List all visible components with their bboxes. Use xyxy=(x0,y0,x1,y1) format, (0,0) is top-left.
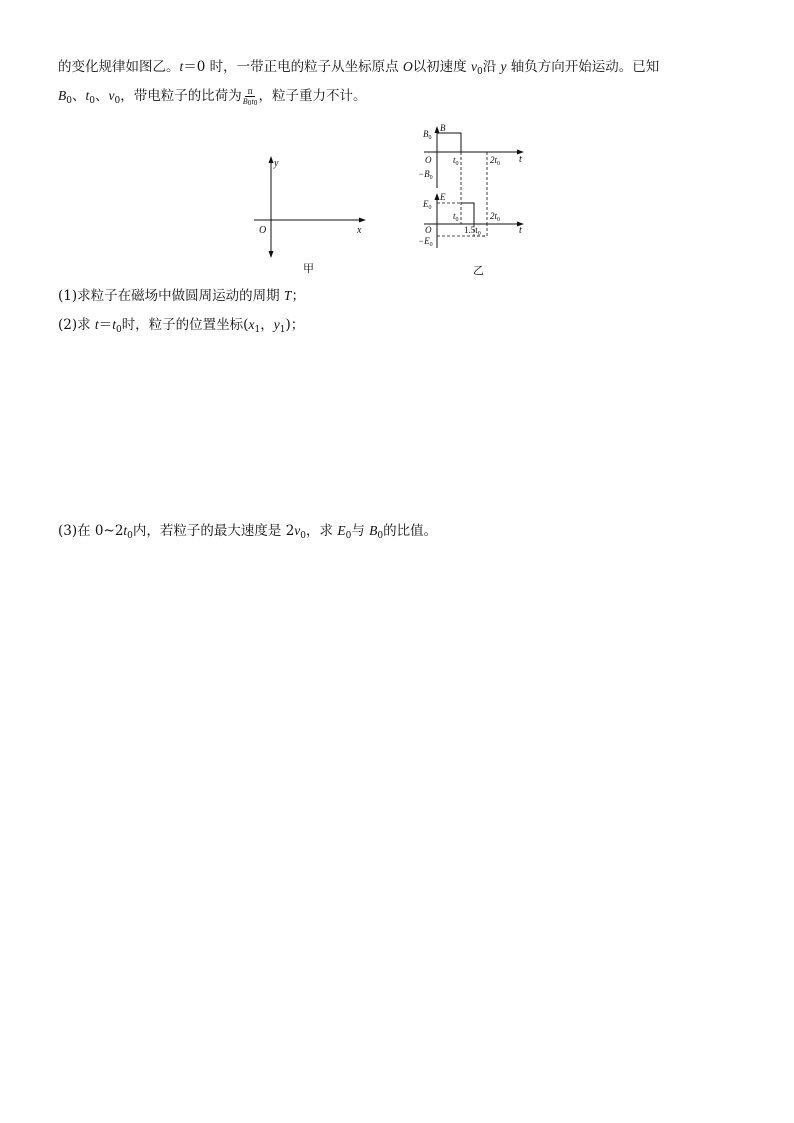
sub: 0 xyxy=(300,531,307,541)
question-text: ＝ xyxy=(98,317,113,333)
b0-letter: B xyxy=(423,129,429,139)
var-t: t xyxy=(85,88,90,103)
intro-text: ，带电粒子的比荷为 xyxy=(120,88,242,104)
one-five-t0-label xyxy=(464,225,481,237)
1.5t0-letter: 1.5t xyxy=(464,225,478,235)
var-y: y xyxy=(273,317,280,332)
sub: 0 xyxy=(477,231,481,237)
question-text: 时，粒子的位置坐标( xyxy=(121,317,249,333)
sub: 0 xyxy=(428,135,432,141)
e-t0-label xyxy=(453,211,459,223)
var-t: t xyxy=(94,317,99,332)
sub: 0 xyxy=(247,100,252,107)
b-waveform xyxy=(437,133,461,152)
b-axis-arrow xyxy=(435,126,440,133)
sub: 0 xyxy=(428,205,432,211)
sub: 0 xyxy=(455,161,459,167)
sub: 0 xyxy=(429,242,433,248)
axis-y-label: y xyxy=(274,158,279,169)
neg-e0-label xyxy=(418,236,433,248)
question-1 xyxy=(58,286,305,306)
fraction-numerator: π xyxy=(247,87,253,96)
t0-letter: t xyxy=(453,211,456,221)
var-v: v xyxy=(108,88,115,103)
intro-text: 、 xyxy=(94,88,109,104)
e-origin: O xyxy=(425,225,432,235)
var-E: E xyxy=(337,523,346,538)
caption-jia: 甲 xyxy=(303,263,314,275)
var-t: t xyxy=(251,97,254,106)
intro-text: 轴负方向开始运动。已知 xyxy=(506,59,660,75)
question-text: ，求 xyxy=(306,523,338,539)
question-text: (1)求粒子在磁场中做圆周运动的周期 xyxy=(58,288,284,304)
neg-b0-letter: −B xyxy=(418,169,430,179)
question-text: 内，若粒子的最大速度是 2 xyxy=(132,523,295,539)
sub: 0 xyxy=(253,100,258,107)
sub: 1 xyxy=(254,325,261,335)
var-T: T xyxy=(283,288,292,303)
question-text: 与 xyxy=(351,523,370,539)
var-v: v xyxy=(294,523,301,538)
sub: 0 xyxy=(455,217,459,223)
axis-x-label: x xyxy=(357,225,362,236)
sub: 0 xyxy=(497,161,501,167)
question-text: ， xyxy=(260,317,274,333)
question-text: )； xyxy=(285,317,305,333)
question-3 xyxy=(58,521,437,541)
sub: 0 xyxy=(345,531,352,541)
question-text: (3)在 0~2 xyxy=(58,523,124,539)
sub: 1 xyxy=(279,325,286,335)
e0-letter: E xyxy=(423,199,429,209)
sub: 0 xyxy=(429,175,433,181)
var-v: v xyxy=(470,59,477,74)
question-text: (2)求 xyxy=(58,317,95,333)
var-y: y xyxy=(500,59,507,74)
e0-label xyxy=(422,199,432,211)
var-B: B xyxy=(58,88,67,103)
intro-text: 的变化规律如图乙。 xyxy=(58,59,180,75)
intro-text: 以初速度 xyxy=(412,59,471,75)
question-2 xyxy=(58,315,304,335)
sub: 0 xyxy=(89,96,95,106)
b-2t0-label xyxy=(490,155,500,167)
b-t-axis-label: t xyxy=(519,154,522,165)
var-x: x xyxy=(248,317,255,332)
var-O: O xyxy=(402,59,413,74)
intro-text: 沿 xyxy=(482,59,501,75)
var-t: t xyxy=(112,317,116,332)
sub: 0 xyxy=(377,531,384,541)
figure-yi xyxy=(0,0,794,300)
e-t-axis-label: t xyxy=(519,225,522,236)
t0-letter: t xyxy=(453,155,456,165)
sub: 0 xyxy=(115,325,122,335)
sub: 0 xyxy=(497,217,501,223)
intro-text: ＝0 时，一带正电的粒子从坐标原点 xyxy=(183,59,403,75)
neg-b0-label xyxy=(418,169,433,181)
b-graph xyxy=(418,123,524,224)
b-t0-label xyxy=(453,155,459,167)
b0-label xyxy=(423,129,432,141)
sub: 0 xyxy=(127,531,133,541)
intro-text: ，粒子重力不计。 xyxy=(258,88,367,104)
b-label: B xyxy=(440,123,446,133)
question-text: 的比值。 xyxy=(383,523,438,539)
neg-e0-letter: −E xyxy=(418,236,430,246)
var-B: B xyxy=(369,523,378,538)
var-t: t xyxy=(179,59,184,74)
question-text: ； xyxy=(291,288,305,304)
origin-label: O xyxy=(259,225,267,236)
2t0-letter: 2t xyxy=(490,211,498,221)
sub: 0 xyxy=(66,96,72,106)
intro-text: 、 xyxy=(71,88,86,104)
sub: 0 xyxy=(114,96,121,106)
e-label: E xyxy=(440,192,446,202)
var-B: B xyxy=(242,97,248,106)
caption-yi: 乙 xyxy=(473,265,484,277)
sub: 0 xyxy=(476,67,483,77)
e-2t0-label xyxy=(490,211,500,223)
2t0-letter: 2t xyxy=(490,155,498,165)
var-t: t xyxy=(123,523,128,538)
e-waveform xyxy=(461,203,474,224)
e-graph xyxy=(418,192,524,248)
e-axis-arrow xyxy=(435,193,440,200)
b-origin: O xyxy=(425,155,432,165)
